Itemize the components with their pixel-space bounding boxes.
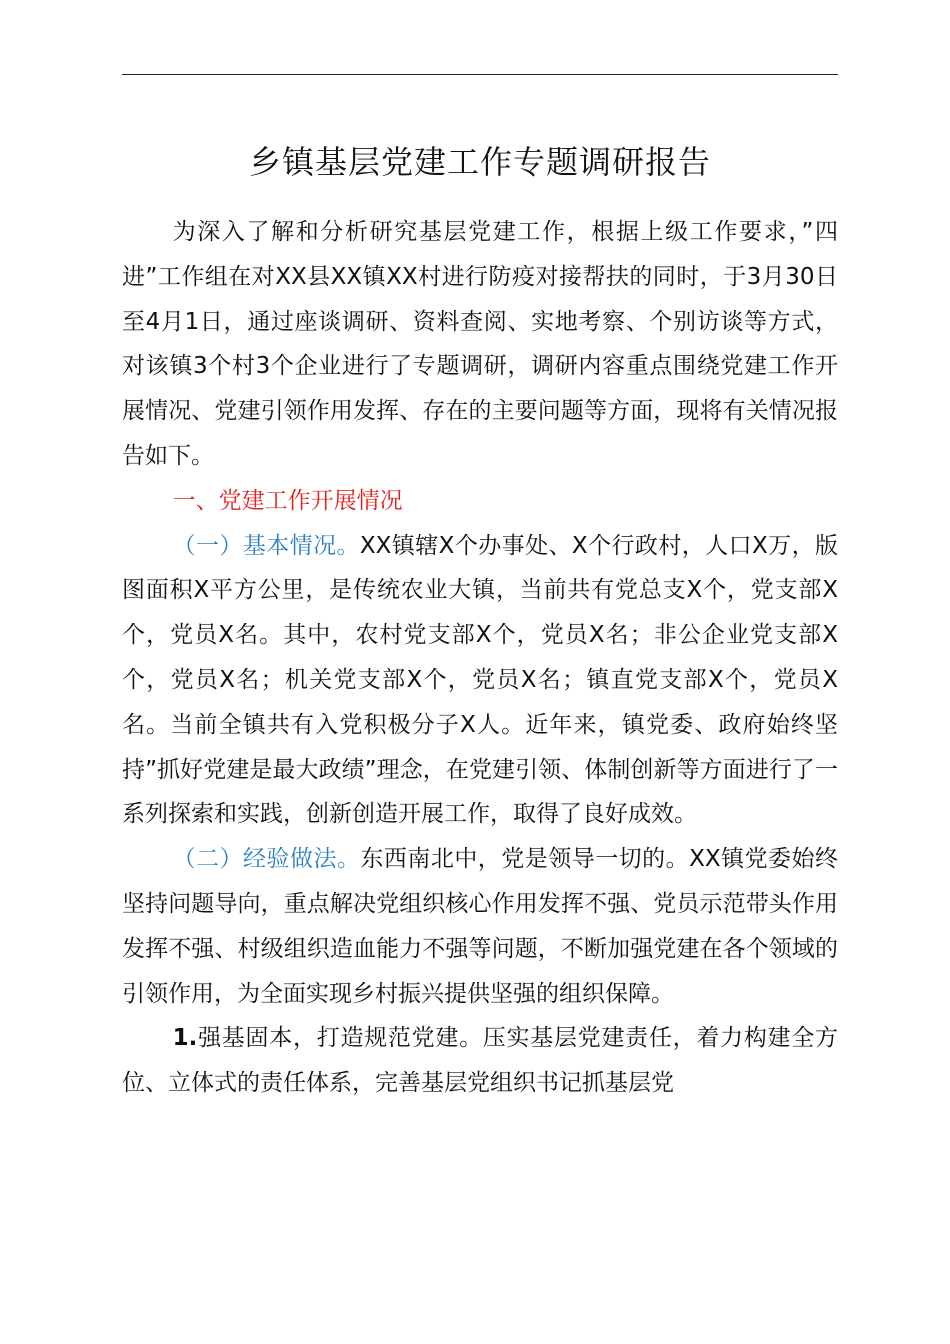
sub-heading-basic-situation: （一）基本情况。 [172, 532, 360, 559]
document-title: 乡镇基层党建工作专题调研报告 [248, 143, 711, 181]
experience-text: 东西南北中，党是领导一切的。XX镇党委始终坚持问题导向，重点解决党组织核心作用发挥不强、党员示范带头作用发挥不强、村级组织造血能力不强等问题，不断加强党建在各个领域的引领作用，为全面实现乡村振兴提供坚强的组织保障。 [122, 846, 839, 1007]
item-1-paragraph [122, 1016, 838, 1106]
sub-heading-experience: （二）经验做法。 [172, 846, 361, 873]
item-1-number: 1. [172, 1025, 198, 1052]
intro-paragraph: 为深入了解和分析研究基层党建工作，根据上级工作要求，”四进”工作组在对XX县XX镇XX村进行防疫对接帮扶的同时，于3月30日至4月1日，通过座谈调研、资料查阅、实地考察、个别访谈等方式，对该镇3个村3个企业进行了专题调研，调研内容重点围绕党建工作开展情况、党建引领作用发挥、存在的主要问题等方面，现将有关情况报告如下。 [122, 219, 838, 469]
basic-situation-text: XX镇辖X个办事处、X个行政村，人口X万，版图面积X平方公里，是传统农业大镇，当前共有党总支X个，党支部X个，党员X名。其中，农村党支部X个，党员X名；非公企业党支部X个，党员X名；机关党支部X个，党员X名；镇直党支部X个，党员X名。当前全镇共有入党积极分子X人。近年来，镇党委、政府始终坚持”抓好党建是最大政绩”理念，在党建引领、体制创新等方面进行了一系列探索和实践，创新创造开展工作，取得了良好成效。 [122, 532, 838, 828]
header-rule [122, 74, 838, 75]
document-body [122, 210, 838, 1106]
section-heading-1: 一、党建工作开展情况 [172, 487, 403, 514]
experience-paragraph [122, 837, 838, 1016]
basic-situation-paragraph [122, 524, 838, 838]
item-1-text: 强基固本，打造规范党建。压实基层党建责任，着力构建全方位、立体式的责任体系，完善基层党组织书记抓基层党 [122, 1025, 838, 1097]
